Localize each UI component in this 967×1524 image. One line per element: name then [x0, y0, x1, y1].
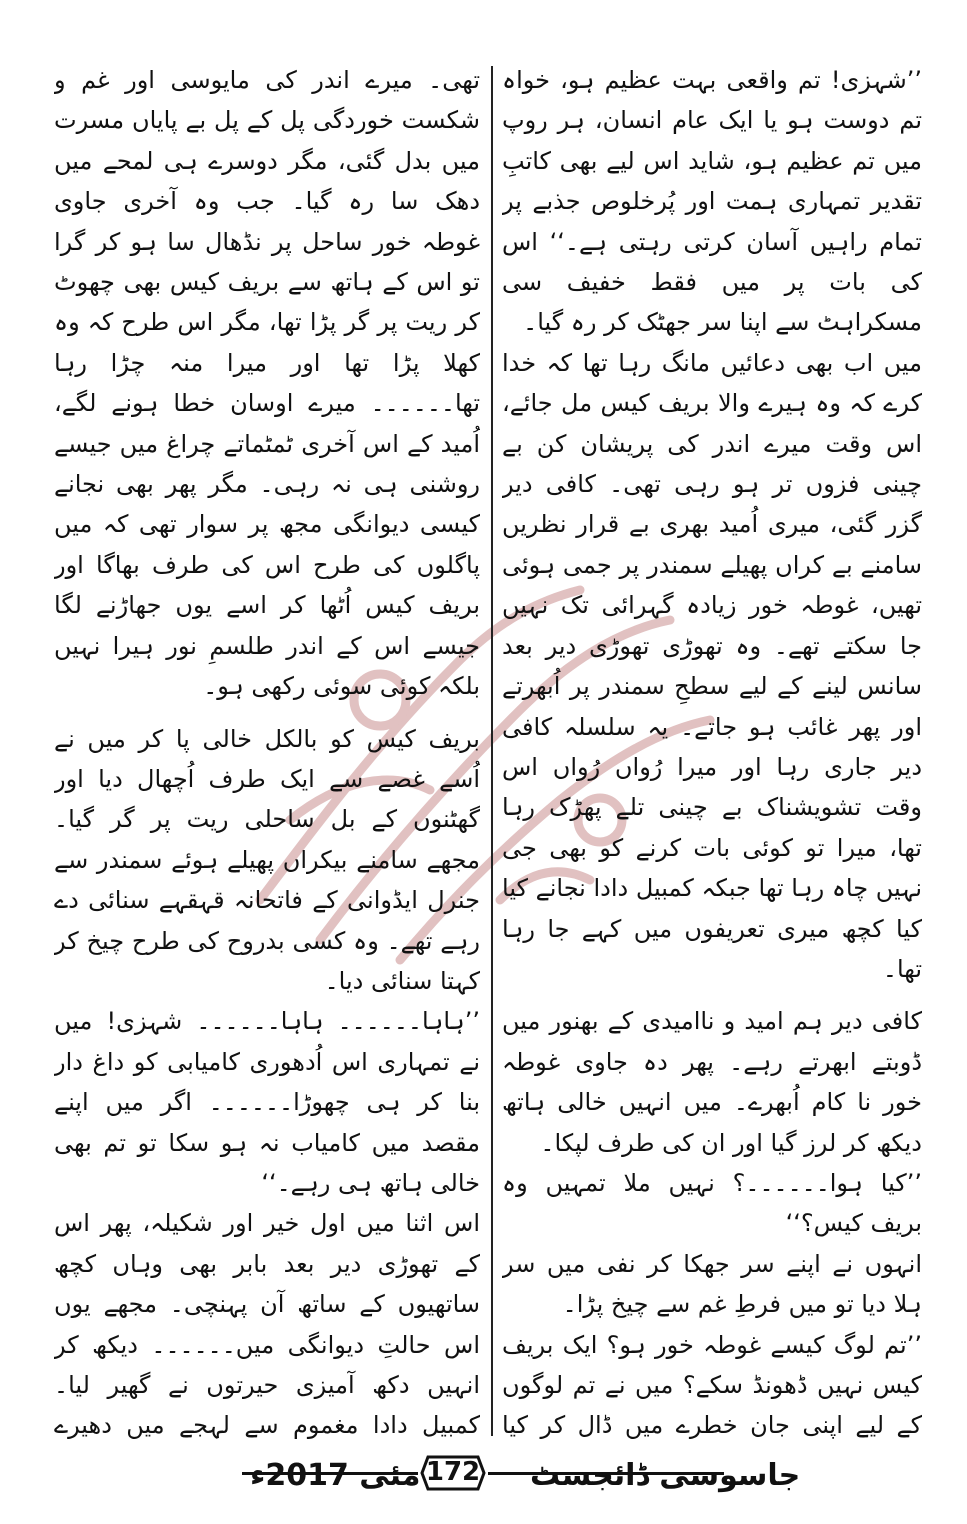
paragraph: تھی۔ میرے اندر کی مایوسی اور غم و شکست خوردگی پل کے پل بے پایاں مسرت میں بدل گئی، مگر دوسرے ہی لمحے میں دھک سا رہ گیا۔ جب وہ آخری جاوی غوطہ خور ساحل پر نڈھال سا ہو کر گرا تو اس کے ہاتھ سے بریف کیس بھی چھوٹ کر ریت پر گر پڑا تھا، مگر اس طرح کہ وہ کھلا پڑا تھا اور میرا منہ چڑا رہا تھا۔۔۔۔۔۔ میرے اوسان خطا ہونے لگے، اُمید کے اس آخری ٹمٹماتے چراغ میں جیسے روشنی ہی نہ رہی۔ مگر پھر بھی نجانے کیسی دیوانگی مجھ پر سوار تھی کہ میں پاگلوں کی طرح اس کی طرف بھاگا اور بریف کیس اُٹھا کر اسے یوں جھاڑنے لگا جیسے اس کے اندر طلسمِ نور ہیرا نہیں بلکہ کوئی سوئی رکھی ہو۔ [54, 66, 480, 701]
left-text-column [54, 60, 480, 1440]
digest-name: جاسوسی ڈائجسٹ [530, 1458, 801, 1493]
page-number: 172 [425, 1457, 481, 1487]
right-text-column [502, 60, 922, 1440]
paragraph: ’’کیا ہوا۔۔۔۔۔۔؟ نہیں ملا تمہیں وہ بریف کیس؟‘‘ [502, 1168, 922, 1238]
paragraph: ’’تم لوگ کیسے غوطہ خور ہو؟ ایک بریف کیس نہیں ڈھونڈ سکے؟ میں نے تم لوگوں کے لیے اپنی جان خطرے میں ڈال کر کیا [502, 1330, 922, 1440]
paragraph: ’’شہزی! تم واقعی بہت عظیم ہو، خواہ تم دوست ہو یا ایک عام انسان، ہر روپ میں تم عظیم ہو، شاید اس لیے بھی کاتبِ تقدیر تمہاری ہمت اور پُرخلوص جذبے پر تمام راہیں آسان کرتی رہتی ہے۔‘‘ اس کی بات پر میں فقط خفیف سی مسکراہٹ سے اپنا سر جھٹک کر رہ گیا۔ [502, 66, 922, 337]
paragraph: انہوں نے اپنے سر جھکا کر نفی میں سر ہلا دیا تو میں فرطِ غم سے چیخ پڑا۔ [502, 1249, 922, 1319]
column-divider [491, 66, 493, 1436]
paragraph: ’’ہاہا۔۔۔۔۔۔ ہاہا۔۔۔۔۔۔ شہزی! میں نے تمہاری اس اُدھوری کامیابی کو داغ دار بنا کر ہی چھوڑا۔۔۔۔۔۔ اگر میں اپنے مقصد میں کامیاب نہ ہو سکا تو تم بھی خالی ہاتھ ہی رہے۔‘‘ [54, 1007, 480, 1197]
page-footer [0, 1452, 967, 1512]
issue-date: مئی 2017ء [250, 1458, 421, 1493]
paragraph: بریف کیس کو بالکل خالی پا کر میں نے اُسے غصے سے ایک طرف اُچھال دیا اور گھٹنوں کے بل ساحلی ریت پر گر گیا۔ مجھے سامنے بیکراں پھیلے ہوئے سمندر سے جنرل ایڈوانی کے فاتحانہ قہقہے سنائی دے رہے تھے۔ وہ کسی بدروح کی طرح چیخ کر کہتا سنائی دیا۔ [54, 724, 480, 995]
paragraph: اس اثنا میں اول خیر اور شکیلہ، پھر اس کے تھوڑی دیر بعد بابر بھی وہاں کچھ ساتھیوں کے ساتھ آن پہنچی۔ مجھے یوں اس حالتِ دیوانگی میں۔۔۔۔۔۔ دیکھ کر انہیں دکھ آمیزی حیرتوں نے گھیر لیا۔ کمبیل دادا مغموم سے لہجے میں دھیرے [54, 1209, 480, 1440]
paragraph: کافی دیر ہم امید و ناامیدی کے بھنور میں ڈوبتے ابھرتے رہے۔ پھر دہ جاوی غوطہ خور نا کام اُبھرے۔ میں انہیں خالی ہاتھ دیکھ کر لرز گیا اور ان کی طرف لپکا۔ [502, 1007, 922, 1157]
paragraph: میں اب بھی دعائیں مانگ رہا تھا کہ خدا کرے کہ وہ ہیرے والا بریف کیس مل جائے، اس وقت میرے اندر کی پریشان کن بے چینی فزوں تر ہو رہی تھی۔ کافی دیر گزر گئی، میری اُمید بھری بے قرار نظریں سامنے بے کراں پھیلے سمندر پر جمی ہوئی تھیں، غوطہ خور زیادہ گہرائی تک نہیں جا سکتے تھے۔ وہ تھوڑی تھوڑی دیر بعد سانس لینے کے لیے سطحِ سمندر پر اُبھرتے اور پھر غائب ہو جاتے۔ یہ سلسلہ کافی دیر جاری رہا اور میرا رُواں رُواں اس وقت تشویشناک بے چینی تلے پھڑک رہا تھا، میرا تو کوئی بات کرنے کو بھی جی نہیں چاہ رہا تھا جبکہ کمبیل دادا نجانے کیا کیا کچھ میری تعریفوں میں کہے جا رہا تھا۔ [502, 348, 922, 983]
